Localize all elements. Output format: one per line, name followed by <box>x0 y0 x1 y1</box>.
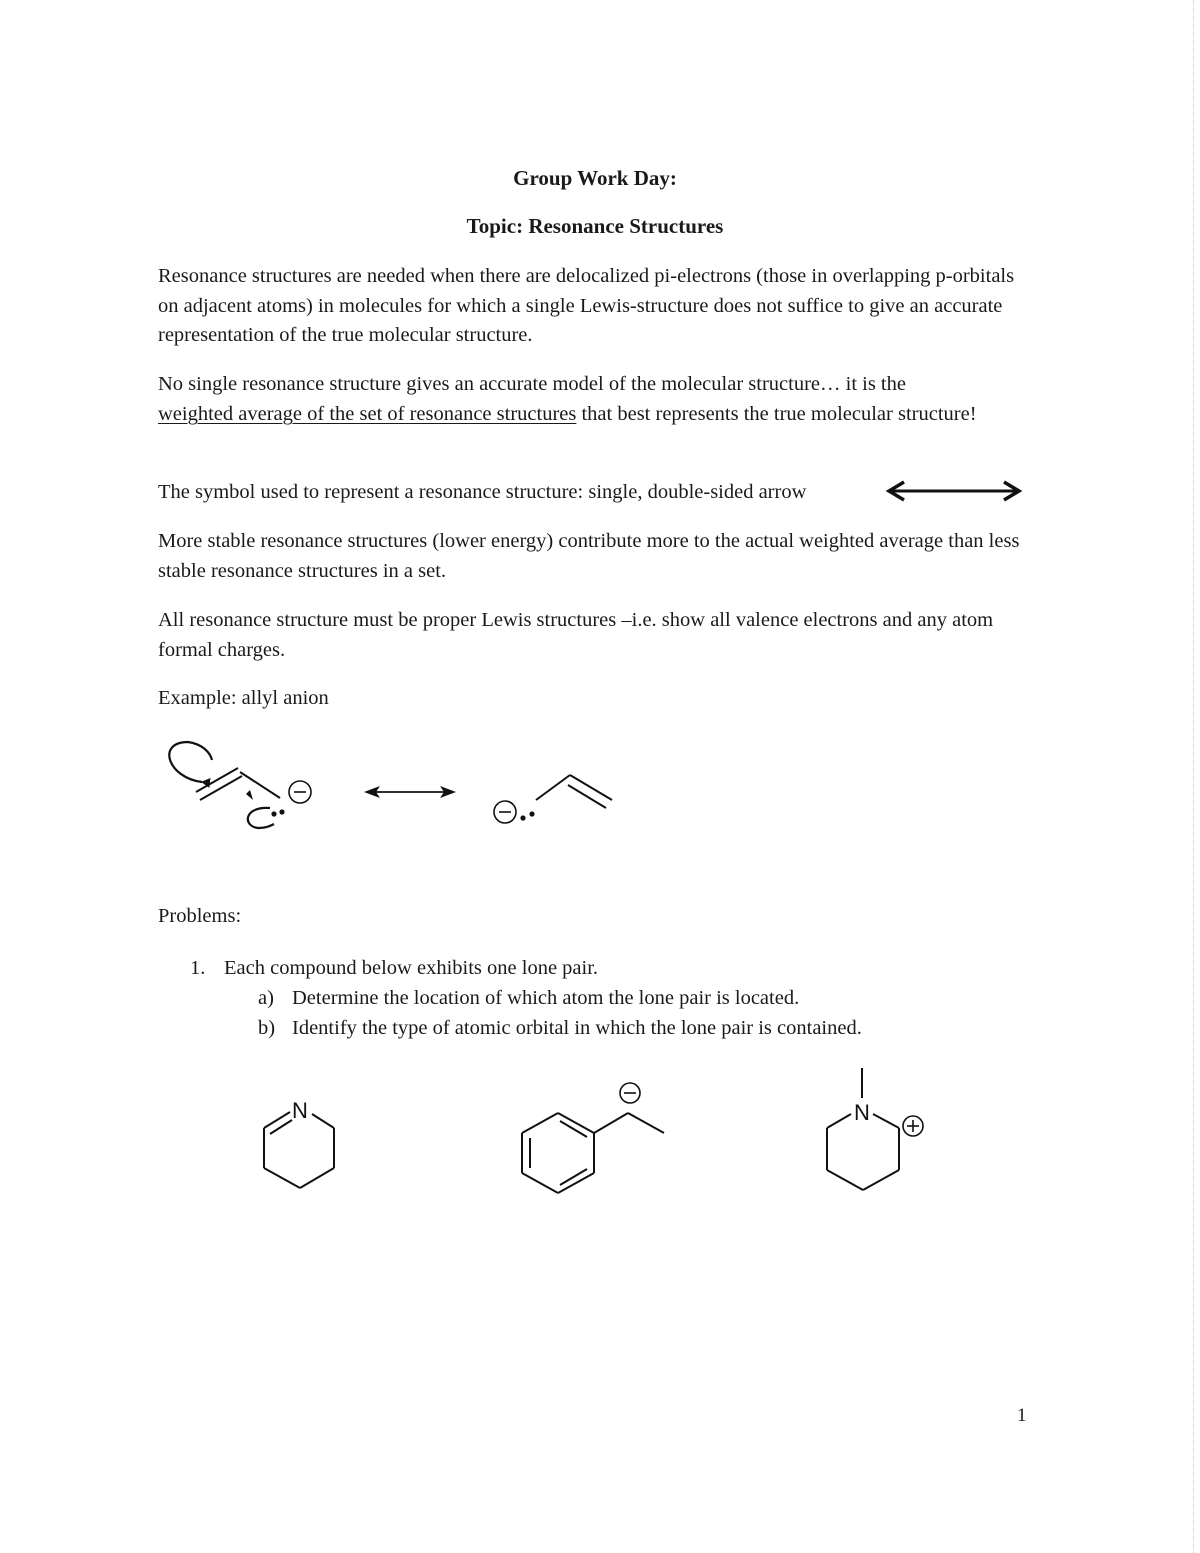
page-number: 1 <box>1017 1405 1027 1426</box>
problem-text: Identify the type of atomic orbital in which the lone pair is contained. <box>292 1017 862 1039</box>
paragraph-text: No single resonance structure gives an accurate model of the molecular structure… it is the <box>158 373 906 395</box>
problem-1b <box>258 1013 862 1043</box>
problem-number: 1. <box>190 957 206 979</box>
page-edge-marks <box>1193 0 1194 1553</box>
double-headed-arrow-icon <box>884 478 1024 504</box>
nitrogen-atom-label: N <box>292 1098 308 1123</box>
compound-3-ammonium-ring <box>815 1066 935 1196</box>
underlined-phrase: weighted average of the set of resonance structures <box>158 402 577 425</box>
compound-2-benzyl-anion <box>510 1075 680 1205</box>
paragraph-text: that best represents the true molecular structure! <box>581 402 977 425</box>
resonance-symbol-paragraph: The symbol used to represent a resonance structure: single, double-sided arrow <box>158 481 807 503</box>
allyl-structure-right <box>494 775 612 823</box>
nitrogen-atom-label: N <box>854 1100 870 1125</box>
page-title: Group Work Day: <box>513 166 677 190</box>
allyl-structure-left <box>169 742 311 828</box>
compound-1-imine-ring <box>250 1090 350 1200</box>
stability-paragraph: More stable resonance structures (lower energy) contribute more to the actual weighted average than less stable resonance structures in a set. <box>158 530 1020 582</box>
problem-marker: a) <box>258 987 274 1009</box>
problem-1 <box>190 953 598 983</box>
page-subtitle: Topic: Resonance Structures <box>466 214 724 238</box>
problems-label: Problems: <box>158 905 242 927</box>
allyl-anion-diagram <box>150 730 630 840</box>
problem-marker: b) <box>258 1017 276 1039</box>
weighted-average-paragraph <box>158 370 1038 429</box>
problem-1a <box>258 983 799 1013</box>
problem-text: Determine the location of which atom the lone pair is located. <box>292 987 800 1009</box>
lewis-structure-paragraph: All resonance structure must be proper Lewis structures –i.e. show all valence electrons and any atom formal charges. <box>158 609 994 661</box>
example-label: Example: allyl anion <box>158 687 329 709</box>
resonance-arrow-icon <box>364 786 456 798</box>
problem-text: Each compound below exhibits one lone pair. <box>224 957 599 979</box>
curved-arrow-icon <box>169 742 212 782</box>
curved-arrow-icon <box>248 808 274 828</box>
intro-paragraph: Resonance structures are needed when there are delocalized pi-electrons (those in overlapping p-orbitals on adjacent atoms) in molecules for which a single Lewis-structure does not suffice to give an accurate representation of the true molecular structure. <box>158 265 1015 346</box>
